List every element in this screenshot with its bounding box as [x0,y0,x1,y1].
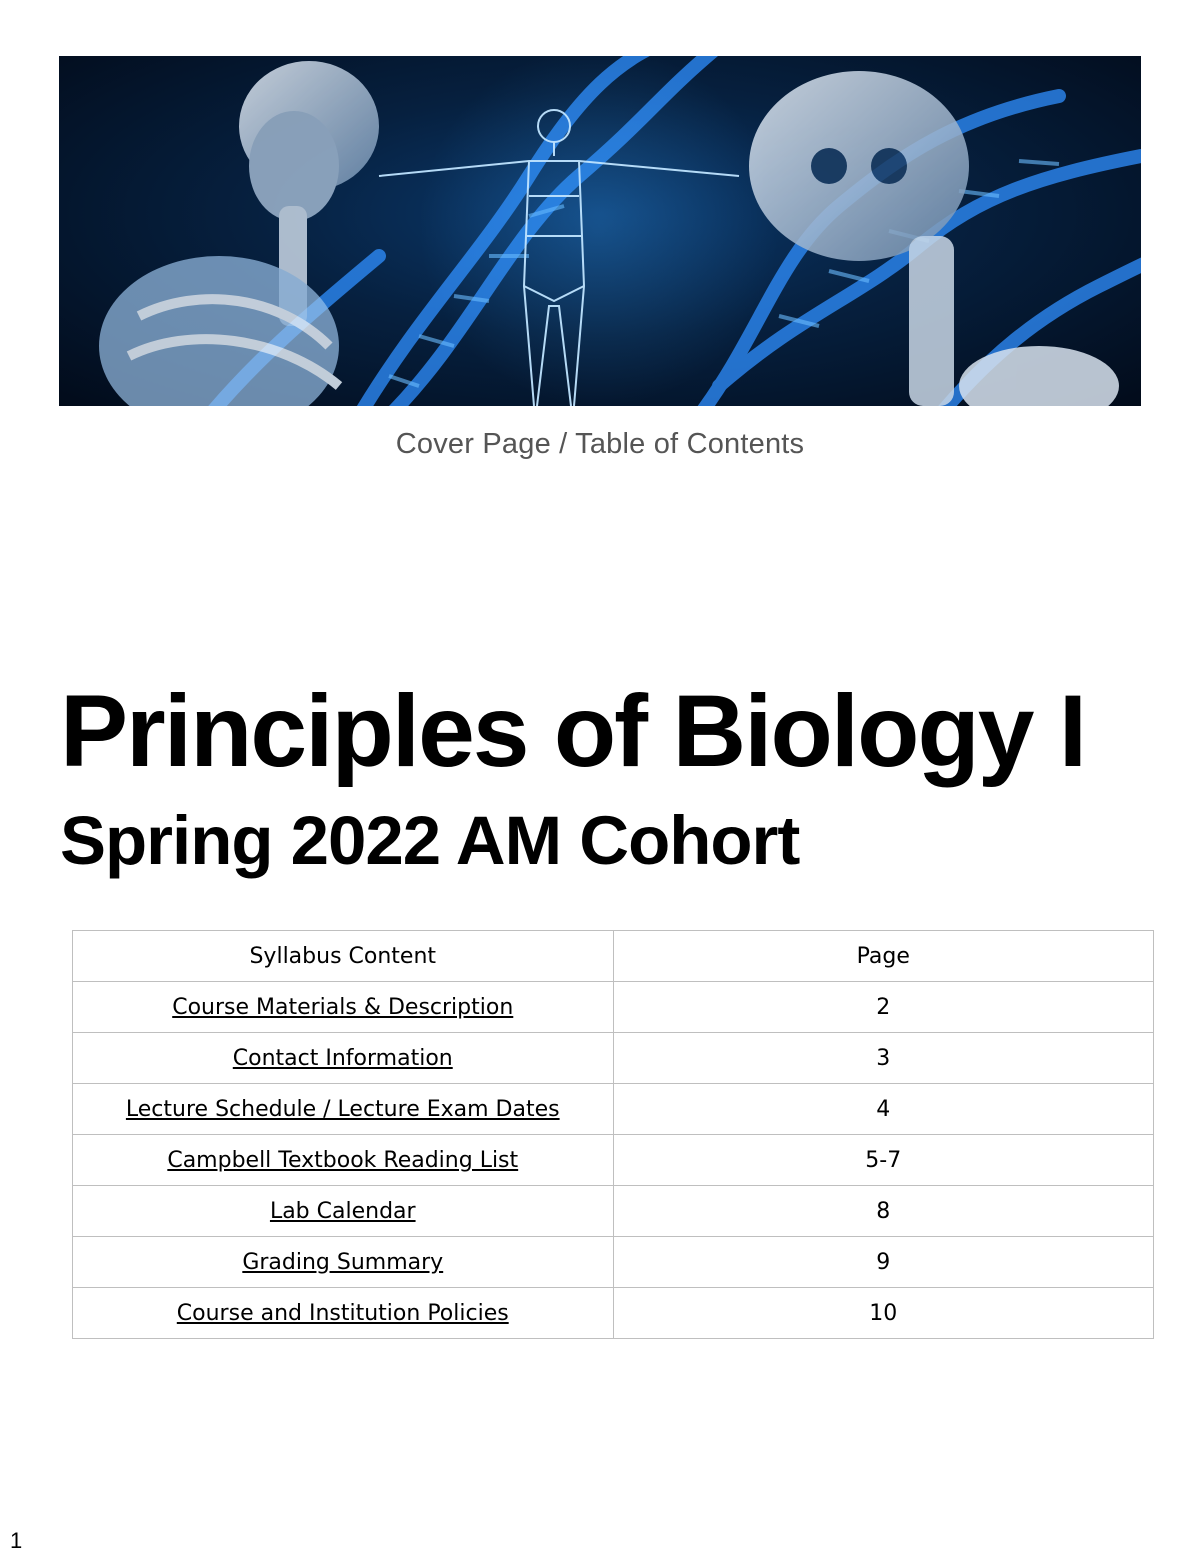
table-of-contents [72,930,1154,1339]
toc-link-lab-calendar[interactable]: Lab Calendar [269,1198,416,1224]
table-row [73,1186,1154,1237]
toc-page-number: 4 [613,1084,1154,1135]
banner-image [59,56,1141,406]
toc-link-grading-summary[interactable]: Grading Summary [242,1249,444,1275]
course-title: Principles of Biology I [60,674,1086,788]
table-row [73,1288,1154,1339]
page-number: 1 [10,1528,23,1553]
toc-page-number: 5-7 [613,1135,1154,1186]
dna-skeleton-illustration [59,56,1141,406]
toc-page-number: 9 [613,1237,1154,1288]
cohort-heading: Spring 2022 AM Cohort [60,802,800,879]
toc-page-number: 3 [613,1033,1154,1084]
table-row [73,1237,1154,1288]
toc-link-policies[interactable]: Course and Institution Policies [176,1300,509,1326]
toc-link-contact-information[interactable]: Contact Information [232,1045,453,1071]
toc-page-number: 2 [613,982,1154,1033]
table-row [73,1135,1154,1186]
table-row [73,1084,1154,1135]
header-page: Page [613,931,1154,982]
toc-page-number: 8 [613,1186,1154,1237]
page-subtitle: Cover Page / Table of Contents [395,428,805,460]
table-header-row [73,931,1154,982]
header-syllabus-content: Syllabus Content [73,931,614,982]
toc-link-reading-list[interactable]: Campbell Textbook Reading List [167,1147,519,1173]
toc-link-lecture-schedule[interactable]: Lecture Schedule / Lecture Exam Dates [125,1096,560,1122]
toc-page-number: 10 [613,1288,1154,1339]
table-row [73,1033,1154,1084]
toc-link-course-materials[interactable]: Course Materials & Description [172,994,514,1020]
table-row [73,982,1154,1033]
